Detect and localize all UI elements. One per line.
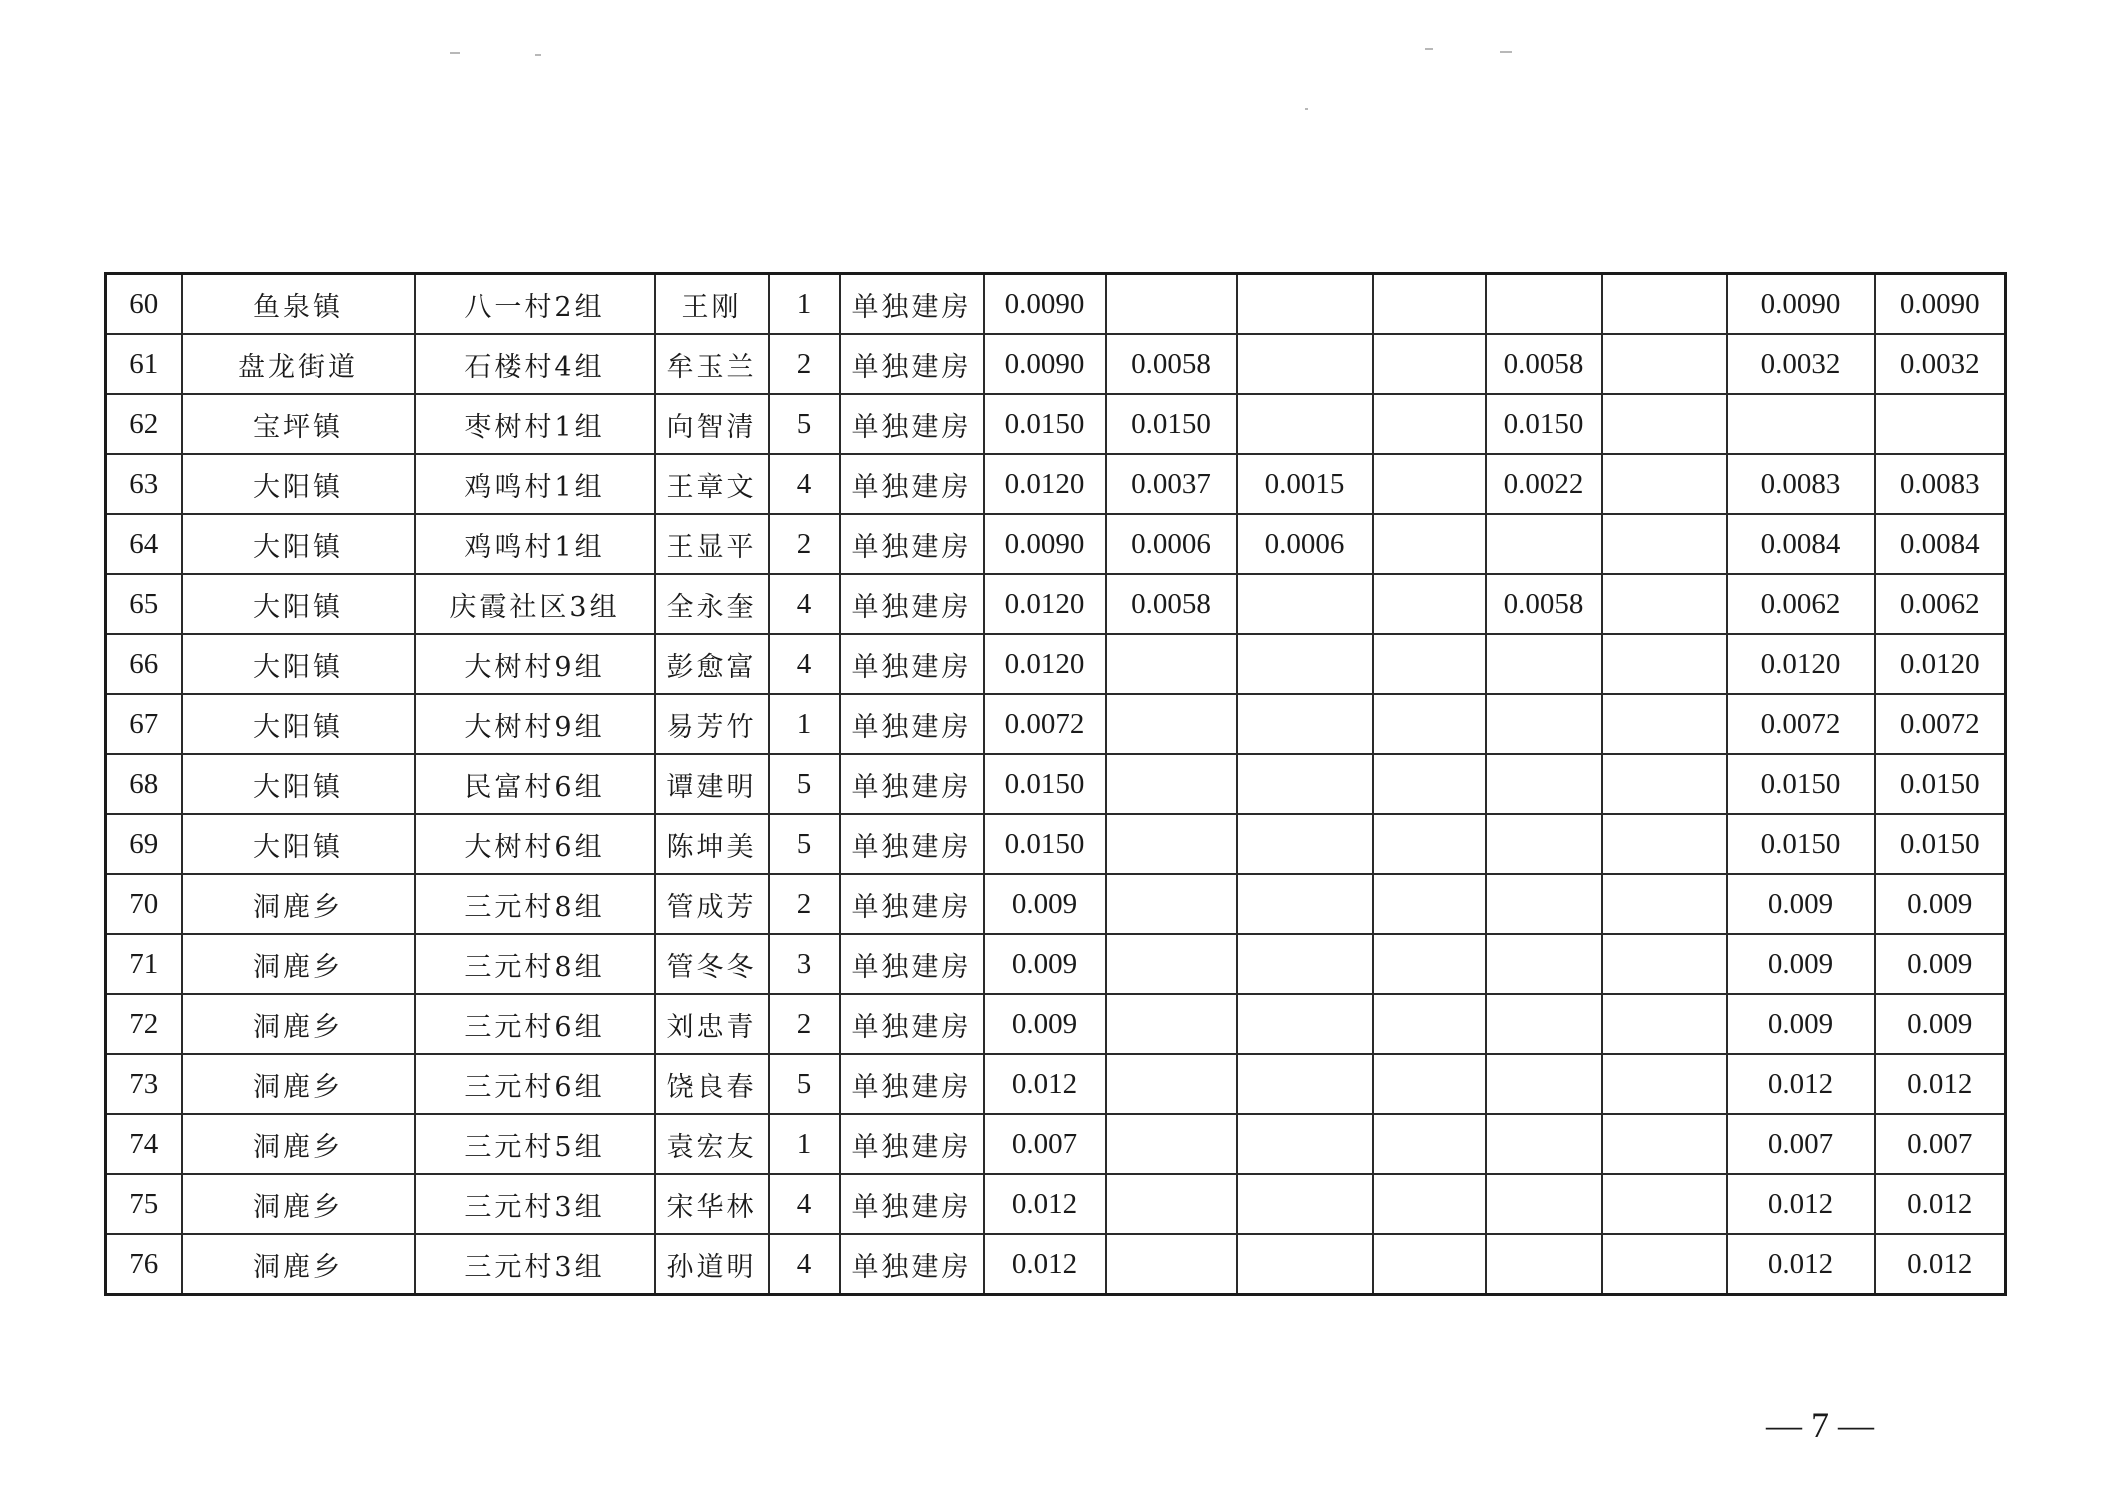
township-cell: 洞鹿乡 [182,1234,415,1295]
area-col-11-cell: 0.0150 [1486,394,1602,454]
name-cell: 谭建明 [655,754,769,814]
household-size-cell: 2 [769,334,840,394]
area-col-14-cell: 0.009 [1875,994,2006,1054]
table-row [106,634,2006,694]
name-cell: 孙道明 [655,1234,769,1295]
name-cell: 牟玉兰 [655,334,769,394]
table-row [106,874,2006,934]
build-type-cell: 单独建房 [840,1114,984,1174]
area-col-14-cell: 0.0150 [1875,754,2006,814]
seq-cell: 75 [106,1174,182,1234]
village-group-cell: 石楼村4组 [415,334,655,394]
township-cell: 大阳镇 [182,454,415,514]
table-row [106,814,2006,874]
area-col-8-cell [1106,994,1237,1054]
area-col-9-cell [1237,394,1373,454]
area-col-8-cell [1106,754,1237,814]
area-col-13-cell: 0.0032 [1727,334,1875,394]
township-cell: 宝坪镇 [182,394,415,454]
scan-speck [1500,51,1512,53]
village-group-cell: 民富村6组 [415,754,655,814]
area-col-11-cell [1486,874,1602,934]
area-col-9-cell [1237,874,1373,934]
area-col-12-cell [1602,1114,1727,1174]
build-type-cell: 单独建房 [840,754,984,814]
build-type-cell: 单独建房 [840,574,984,634]
build-type-cell: 单独建房 [840,1054,984,1114]
area-col-13-cell [1727,394,1875,454]
table-row [106,754,2006,814]
household-size-cell: 4 [769,1234,840,1295]
area-col-8-cell [1106,1234,1237,1295]
township-cell: 盘龙街道 [182,334,415,394]
table-row [106,334,2006,394]
household-size-cell: 4 [769,634,840,694]
table-row [106,514,2006,574]
area-col-10-cell [1373,1114,1486,1174]
area-col-12-cell [1602,334,1727,394]
area-col-8-cell: 0.0150 [1106,394,1237,454]
seq-cell: 65 [106,574,182,634]
household-size-cell: 4 [769,454,840,514]
name-cell: 王刚 [655,274,769,335]
area-col-9-cell [1237,634,1373,694]
area-total-cell: 0.009 [984,874,1106,934]
area-total-cell: 0.012 [984,1054,1106,1114]
village-group-cell: 八一村2组 [415,274,655,335]
table-row [106,274,2006,335]
build-type-cell: 单独建房 [840,934,984,994]
area-col-11-cell [1486,1234,1602,1295]
area-col-9-cell: 0.0006 [1237,514,1373,574]
build-type-cell: 单独建房 [840,334,984,394]
household-size-cell: 1 [769,694,840,754]
township-cell: 洞鹿乡 [182,934,415,994]
name-cell: 向智清 [655,394,769,454]
village-group-cell: 三元村6组 [415,1054,655,1114]
household-size-cell: 2 [769,514,840,574]
household-size-cell: 1 [769,274,840,335]
name-cell: 王章文 [655,454,769,514]
area-col-13-cell: 0.0090 [1727,274,1875,335]
area-col-8-cell: 0.0006 [1106,514,1237,574]
area-col-11-cell [1486,514,1602,574]
area-col-10-cell [1373,814,1486,874]
area-col-10-cell [1373,1054,1486,1114]
area-col-11-cell [1486,1054,1602,1114]
village-group-cell: 三元村6组 [415,994,655,1054]
seq-cell: 66 [106,634,182,694]
area-col-9-cell [1237,1114,1373,1174]
area-col-12-cell [1602,394,1727,454]
area-col-9-cell [1237,994,1373,1054]
build-type-cell: 单独建房 [840,814,984,874]
area-col-13-cell: 0.007 [1727,1114,1875,1174]
area-total-cell: 0.0120 [984,634,1106,694]
area-col-8-cell [1106,694,1237,754]
name-cell: 易芳竹 [655,694,769,754]
seq-cell: 68 [106,754,182,814]
build-type-cell: 单独建房 [840,274,984,335]
area-col-13-cell: 0.0083 [1727,454,1875,514]
township-cell: 大阳镇 [182,514,415,574]
area-col-9-cell [1237,754,1373,814]
area-col-12-cell [1602,754,1727,814]
area-total-cell: 0.012 [984,1174,1106,1234]
build-type-cell: 单独建房 [840,694,984,754]
seq-cell: 74 [106,1114,182,1174]
area-col-11-cell: 0.0058 [1486,574,1602,634]
name-cell: 管成芳 [655,874,769,934]
table-row [106,1174,2006,1234]
area-col-10-cell [1373,1234,1486,1295]
area-col-13-cell: 0.0062 [1727,574,1875,634]
seq-cell: 60 [106,274,182,335]
scan-speck [1305,108,1308,110]
area-col-13-cell: 0.009 [1727,874,1875,934]
name-cell: 全永奎 [655,574,769,634]
household-size-cell: 5 [769,1054,840,1114]
area-col-10-cell [1373,454,1486,514]
name-cell: 饶良春 [655,1054,769,1114]
area-col-12-cell [1602,994,1727,1054]
build-type-cell: 单独建房 [840,874,984,934]
scan-speck [450,52,460,54]
area-col-8-cell: 0.0058 [1106,574,1237,634]
table-row [106,574,2006,634]
area-col-10-cell [1373,394,1486,454]
area-col-14-cell: 0.0090 [1875,274,2006,335]
township-cell: 洞鹿乡 [182,1114,415,1174]
area-col-8-cell [1106,274,1237,335]
seq-cell: 67 [106,694,182,754]
area-total-cell: 0.0090 [984,514,1106,574]
household-size-cell: 5 [769,394,840,454]
area-col-9-cell [1237,694,1373,754]
village-group-cell: 大树村9组 [415,634,655,694]
table-row [106,1114,2006,1174]
build-type-cell: 单独建房 [840,994,984,1054]
name-cell: 管冬冬 [655,934,769,994]
area-col-9-cell: 0.0015 [1237,454,1373,514]
area-col-12-cell [1602,874,1727,934]
area-col-9-cell [1237,934,1373,994]
village-group-cell: 庆霞社区3组 [415,574,655,634]
area-total-cell: 0.0120 [984,454,1106,514]
area-col-12-cell [1602,694,1727,754]
name-cell: 宋华林 [655,1174,769,1234]
area-total-cell: 0.0120 [984,574,1106,634]
area-total-cell: 0.007 [984,1114,1106,1174]
area-col-12-cell [1602,934,1727,994]
record-table [104,272,2007,1296]
area-total-cell: 0.0090 [984,334,1106,394]
area-col-8-cell: 0.0037 [1106,454,1237,514]
village-group-cell: 鸡鸣村1组 [415,514,655,574]
area-col-9-cell [1237,274,1373,335]
area-total-cell: 0.012 [984,1234,1106,1295]
area-col-11-cell [1486,814,1602,874]
area-col-10-cell [1373,754,1486,814]
area-col-12-cell [1602,814,1727,874]
household-size-cell: 1 [769,1114,840,1174]
area-col-8-cell: 0.0058 [1106,334,1237,394]
village-group-cell: 三元村3组 [415,1234,655,1295]
area-col-12-cell [1602,574,1727,634]
area-col-11-cell [1486,1174,1602,1234]
area-col-8-cell [1106,934,1237,994]
seq-cell: 73 [106,1054,182,1114]
household-size-cell: 2 [769,994,840,1054]
seq-cell: 61 [106,334,182,394]
area-col-14-cell: 0.012 [1875,1234,2006,1295]
village-group-cell: 三元村3组 [415,1174,655,1234]
area-col-13-cell: 0.012 [1727,1234,1875,1295]
area-total-cell: 0.009 [984,934,1106,994]
area-col-10-cell [1373,874,1486,934]
build-type-cell: 单独建房 [840,1174,984,1234]
area-col-8-cell [1106,1114,1237,1174]
village-group-cell: 大树村6组 [415,814,655,874]
township-cell: 洞鹿乡 [182,1174,415,1234]
name-cell: 刘忠青 [655,994,769,1054]
name-cell: 袁宏友 [655,1114,769,1174]
area-col-14-cell: 0.009 [1875,934,2006,994]
household-size-cell: 5 [769,814,840,874]
area-col-14-cell: 0.0062 [1875,574,2006,634]
area-col-12-cell [1602,1054,1727,1114]
area-col-10-cell [1373,1174,1486,1234]
seq-cell: 69 [106,814,182,874]
area-col-9-cell [1237,334,1373,394]
area-col-9-cell [1237,1054,1373,1114]
area-col-14-cell: 0.012 [1875,1054,2006,1114]
area-col-11-cell [1486,274,1602,335]
scan-speck [1425,48,1433,50]
area-col-9-cell [1237,1174,1373,1234]
seq-cell: 70 [106,874,182,934]
area-col-10-cell [1373,274,1486,335]
area-col-13-cell: 0.0084 [1727,514,1875,574]
area-col-14-cell: 0.0084 [1875,514,2006,574]
household-size-cell: 4 [769,1174,840,1234]
area-total-cell: 0.0090 [984,274,1106,335]
area-col-14-cell: 0.012 [1875,1174,2006,1234]
village-group-cell: 三元村8组 [415,874,655,934]
area-col-11-cell [1486,994,1602,1054]
seq-cell: 71 [106,934,182,994]
area-col-13-cell: 0.0150 [1727,814,1875,874]
area-col-11-cell [1486,1114,1602,1174]
table-body [106,274,2006,1295]
build-type-cell: 单独建房 [840,394,984,454]
table-row [106,454,2006,514]
area-total-cell: 0.0150 [984,754,1106,814]
area-col-8-cell [1106,634,1237,694]
area-col-10-cell [1373,934,1486,994]
page-number: — 7 — [1766,1405,1874,1445]
area-col-11-cell [1486,634,1602,694]
area-col-13-cell: 0.009 [1727,994,1875,1054]
area-col-14-cell: 0.0083 [1875,454,2006,514]
area-col-10-cell [1373,694,1486,754]
seq-cell: 63 [106,454,182,514]
table-row [106,694,2006,754]
area-col-13-cell: 0.0150 [1727,754,1875,814]
table-row [106,934,2006,994]
area-total-cell: 0.0150 [984,394,1106,454]
area-col-12-cell [1602,634,1727,694]
household-size-cell: 4 [769,574,840,634]
area-col-10-cell [1373,634,1486,694]
area-total-cell: 0.0072 [984,694,1106,754]
area-col-11-cell: 0.0058 [1486,334,1602,394]
name-cell: 王显平 [655,514,769,574]
village-group-cell: 枣树村1组 [415,394,655,454]
township-cell: 洞鹿乡 [182,874,415,934]
area-col-14-cell: 0.0150 [1875,814,2006,874]
area-col-9-cell [1237,1234,1373,1295]
area-col-8-cell [1106,814,1237,874]
build-type-cell: 单独建房 [840,634,984,694]
area-col-14-cell [1875,394,2006,454]
seq-cell: 64 [106,514,182,574]
area-col-13-cell: 0.009 [1727,934,1875,994]
area-col-10-cell [1373,994,1486,1054]
table-row [106,394,2006,454]
area-col-12-cell [1602,274,1727,335]
name-cell: 彭愈富 [655,634,769,694]
village-group-cell: 三元村5组 [415,1114,655,1174]
area-col-8-cell [1106,1054,1237,1114]
area-col-11-cell [1486,754,1602,814]
seq-cell: 62 [106,394,182,454]
area-col-12-cell [1602,1174,1727,1234]
area-col-12-cell [1602,1234,1727,1295]
area-total-cell: 0.009 [984,994,1106,1054]
area-col-14-cell: 0.009 [1875,874,2006,934]
build-type-cell: 单独建房 [840,514,984,574]
table-row [106,994,2006,1054]
area-col-11-cell [1486,934,1602,994]
area-col-10-cell [1373,334,1486,394]
area-col-10-cell [1373,574,1486,634]
area-col-12-cell [1602,514,1727,574]
seq-cell: 76 [106,1234,182,1295]
area-col-14-cell: 0.0032 [1875,334,2006,394]
build-type-cell: 单独建房 [840,1234,984,1295]
area-col-13-cell: 0.012 [1727,1054,1875,1114]
area-col-13-cell: 0.012 [1727,1174,1875,1234]
build-type-cell: 单独建房 [840,454,984,514]
area-col-8-cell [1106,874,1237,934]
area-total-cell: 0.0150 [984,814,1106,874]
household-size-cell: 5 [769,754,840,814]
table-row [106,1054,2006,1114]
area-col-11-cell [1486,694,1602,754]
village-group-cell: 鸡鸣村1组 [415,454,655,514]
village-group-cell: 三元村8组 [415,934,655,994]
household-size-cell: 3 [769,934,840,994]
township-cell: 洞鹿乡 [182,1054,415,1114]
township-cell: 大阳镇 [182,634,415,694]
area-col-8-cell [1106,1174,1237,1234]
table-row [106,1234,2006,1295]
household-size-cell: 2 [769,874,840,934]
area-col-13-cell: 0.0120 [1727,634,1875,694]
area-col-9-cell [1237,574,1373,634]
area-col-9-cell [1237,814,1373,874]
township-cell: 大阳镇 [182,814,415,874]
area-col-14-cell: 0.0072 [1875,694,2006,754]
seq-cell: 72 [106,994,182,1054]
township-cell: 洞鹿乡 [182,994,415,1054]
area-col-12-cell [1602,454,1727,514]
area-col-14-cell: 0.0120 [1875,634,2006,694]
area-col-14-cell: 0.007 [1875,1114,2006,1174]
township-cell: 大阳镇 [182,754,415,814]
village-group-cell: 大树村9组 [415,694,655,754]
area-col-10-cell [1373,514,1486,574]
area-col-13-cell: 0.0072 [1727,694,1875,754]
name-cell: 陈坤美 [655,814,769,874]
township-cell: 大阳镇 [182,694,415,754]
township-cell: 鱼泉镇 [182,274,415,335]
township-cell: 大阳镇 [182,574,415,634]
area-col-11-cell: 0.0022 [1486,454,1602,514]
scan-speck [535,54,541,56]
